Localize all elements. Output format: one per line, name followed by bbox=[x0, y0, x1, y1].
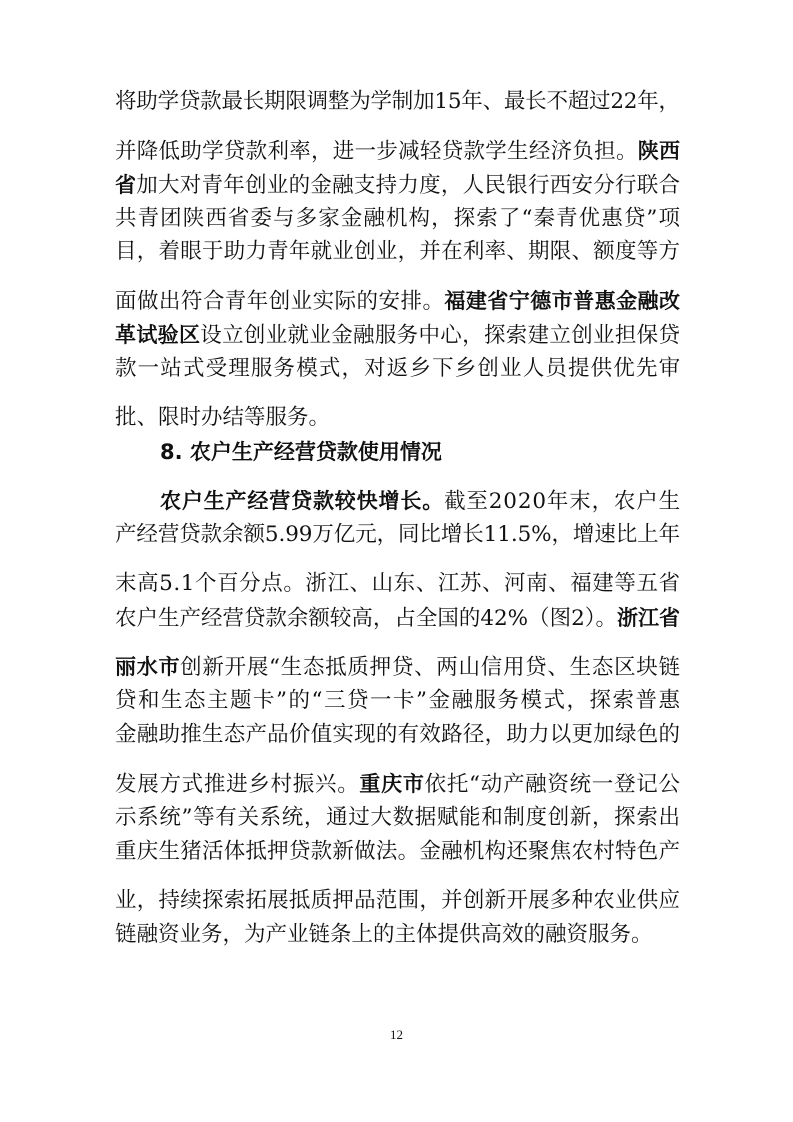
bold-text-segment: 福建省宁德市普惠金融改 bbox=[444, 289, 681, 313]
text-segment: 依托“动产融资统一登记公 bbox=[424, 772, 681, 797]
text-line bbox=[115, 832, 680, 872]
text-segment: 面做出符合青年创业实际的安排。 bbox=[115, 289, 445, 314]
text-line bbox=[115, 598, 680, 638]
bold-text-segment: 重庆市 bbox=[359, 772, 425, 796]
bold-text-segment: 浙江省 bbox=[616, 606, 680, 630]
text-segment: 目，着眼于助力青年就业创业，并在利率、期限、额度等方 bbox=[115, 239, 681, 264]
bold-text-segment: 革试验区 bbox=[115, 323, 201, 347]
bold-text-segment: 农户生产经营贷款较快增长。 bbox=[160, 489, 445, 513]
text-segment: 批、限时办结等服务。 bbox=[115, 405, 331, 430]
bold-text-segment: 陕西 bbox=[637, 139, 681, 163]
page-number: 12 bbox=[390, 1027, 403, 1042]
text-segment: 发展方式推进乡村振兴。 bbox=[115, 772, 360, 797]
text-segment: 并降低助学贷款利率，进一步减轻贷款学生经济负担。 bbox=[115, 139, 638, 164]
text-line bbox=[115, 82, 680, 122]
text-segment: 款一站式受理服务模式，对返乡下乡创业人员提供优先审 bbox=[115, 356, 682, 381]
text-segment: 链融资业务，为产业链条上的主体提供高效的融资服务。 bbox=[115, 922, 653, 947]
text-segment: 设立创业就业金融服务中心，探索建立创业担保贷 bbox=[200, 323, 681, 348]
text-segment: 共青团陕西省委与多家金融机构，探索了“秦青优惠贷”项 bbox=[115, 206, 682, 231]
text-segment: 创新开展“生态抵质押贷、两山信用贷、生态区块链 bbox=[180, 655, 681, 680]
text-segment: 截至2020年末，农户生 bbox=[444, 489, 681, 514]
text-line bbox=[115, 715, 680, 755]
text-segment: 重庆生猪活体抵押贷款新做法。金融机构还聚焦农村特色产 bbox=[115, 839, 681, 864]
text-line bbox=[160, 432, 442, 472]
text-segment: 贷和生态主题卡”的“三贷一卡”金融服务模式，探索普惠 bbox=[115, 688, 682, 713]
text-segment: 将助学贷款最长期限调整为学制加15年、最长不超过22年， bbox=[115, 89, 680, 114]
text-segment: 产经营贷款余额5.99万亿元，同比增长11.5%，增速比上年 bbox=[115, 522, 680, 547]
text-segment: 末高5.1个百分点。浙江、山东、江苏、河南、福建等五省 bbox=[115, 571, 681, 596]
text-line bbox=[115, 232, 680, 272]
text-segment: 金融助推生态产品价值实现的有效路径，助力以更加绿色的 bbox=[115, 722, 681, 747]
text-line bbox=[115, 349, 681, 389]
text-segment: 业，持续探索拓展抵质押品范围，并创新开展多种农业供应 bbox=[115, 888, 681, 913]
text-segment: 农户生产经营贷款余额较高，占全国的42%（图2）。 bbox=[115, 606, 617, 631]
text-segment: 加大对青年创业的金融支持力度，人民银行西安分行联合 bbox=[136, 173, 681, 198]
bold-text-segment: 省 bbox=[115, 173, 137, 197]
bold-text-segment: 丽水市 bbox=[115, 655, 181, 679]
bold-text-segment: 8. 农户生产经营贷款使用情况 bbox=[160, 440, 442, 464]
text-line bbox=[115, 515, 680, 555]
text-segment: 示系统”等有关系统，通过大数据赋能和制度创新，探索出 bbox=[115, 805, 681, 830]
text-line bbox=[115, 915, 653, 955]
